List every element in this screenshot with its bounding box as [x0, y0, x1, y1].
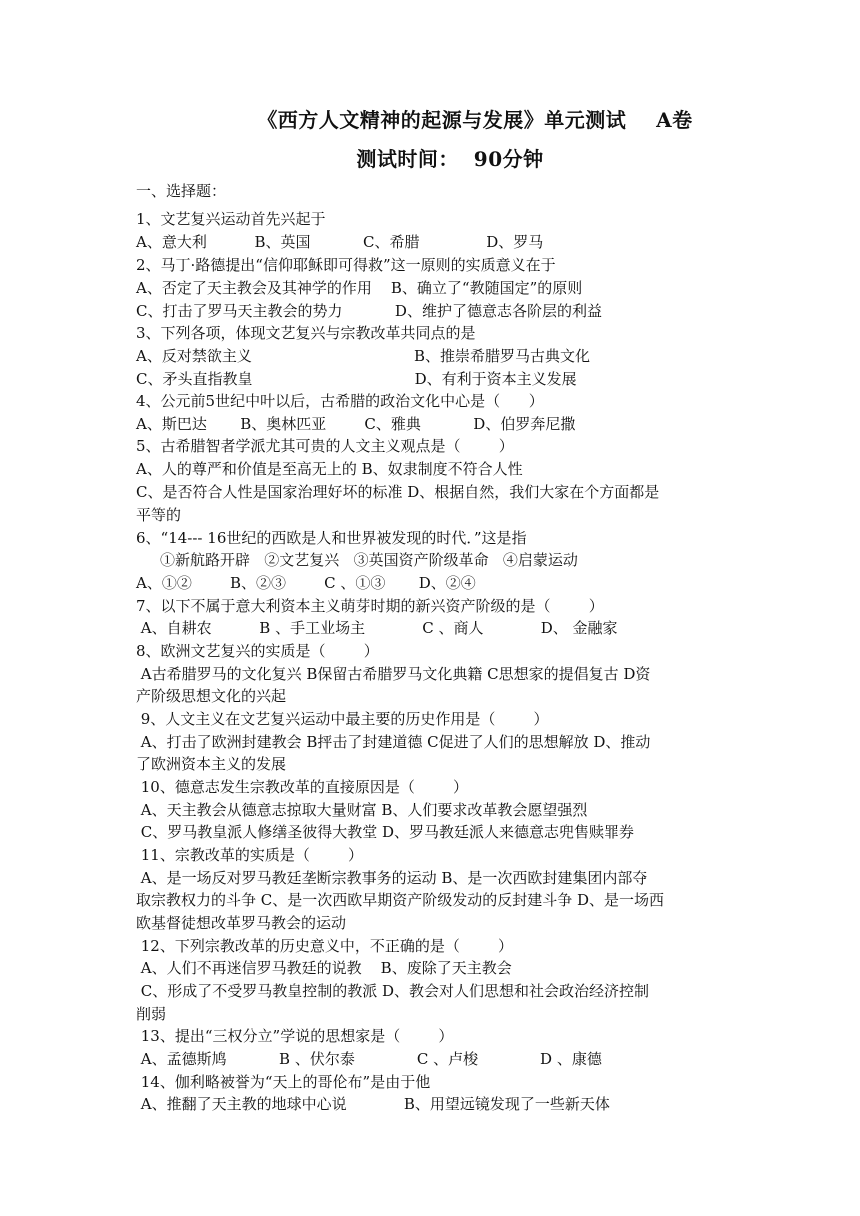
option-line: A、人们不再迷信罗马教廷的说教 B、废除了天主教会	[136, 959, 512, 977]
question-line: 3、下列各项，体现文艺复兴与宗教改革共同点的是	[136, 324, 476, 342]
option-line: 取宗教权力的斗争 C、是一次西欧早期资产阶级发动的反封建斗争 D、是一场西	[136, 891, 665, 909]
option-line: A、孟德斯鸠 B 、伏尔泰 C 、卢梭 D 、康德	[136, 1050, 602, 1068]
option-line: ①新航路开辟 ②文艺复兴 ③英国资产阶级革命 ④启蒙运动	[160, 551, 578, 569]
question-line: 2、马丁·路德提出“信仰耶稣即可得救”这一原则的实质意义在于	[136, 256, 556, 274]
section-heading: 一、选择题：	[136, 182, 227, 200]
option-line: C、矛头直指教皇 D、有利于资本主义发展	[136, 370, 577, 388]
option-line: A、打击了欧洲封建教会 B抨击了封建道德 C促进了人们的思想解放 D、推动	[136, 733, 651, 751]
option-line: A古希腊罗马的文化复兴 B保留古希腊罗马文化典籍 C思想家的提倡复古 D资	[136, 665, 651, 683]
exam-duration: 测试时间： 90分钟	[356, 147, 544, 171]
option-line: 削弱	[136, 1005, 167, 1023]
option-line: A、自耕农 B 、手工业场主 C 、商人 D、 金融家	[136, 619, 618, 637]
option-line: A、天主教会从德意志掠取大量财富 B、人们要求改革教会愿望强烈	[136, 801, 588, 819]
option-line: A、意大利 B、英国 C、希腊 D、罗马	[136, 233, 544, 251]
exam-title: 《西方人文精神的起源与发展》单元测试 A卷	[257, 108, 693, 132]
option-line: 欧基督徒想改革罗马教会的运动	[136, 914, 347, 932]
option-line: 产阶级思想文化的兴起	[136, 687, 287, 705]
question-line: 13、提出“三权分立”学说的思想家是（ ）	[136, 1027, 454, 1045]
question-line: 12、下列宗教改革的历史意义中，不正确的是（ ）	[136, 937, 514, 955]
question-line: 8、欧洲文艺复兴的实质是（ ）	[136, 642, 379, 660]
option-line: A、斯巴达 B、奥林匹亚 C、雅典 D、伯罗奔尼撒	[136, 415, 576, 433]
question-line: 10、德意志发生宗教改革的直接原因是（ ）	[136, 778, 469, 796]
option-line: A、推翻了天主教的地球中心说 B、用望远镜发现了一些新天体	[136, 1095, 610, 1113]
question-line: 9、人文主义在文艺复兴运动中最主要的历史作用是（ ）	[136, 710, 549, 728]
option-line: A、否定了天主教会及其神学的作用 B、确立了“教随国定”的原则	[136, 279, 583, 297]
question-line: 11、宗教改革的实质是（ ）	[136, 846, 364, 864]
question-line: 1、文艺复兴运动首先兴起于	[136, 210, 326, 228]
option-line: A、人的尊严和价值是至高无上的 B、奴隶制度不符合人性	[136, 460, 523, 478]
option-line: A、是一场反对罗马教廷垄断宗教事务的运动 B、是一次西欧封建集团内部夺	[136, 869, 648, 887]
question-line: 6、“14--- 16世纪的西欧是人和世界被发现的时代．”这是指	[136, 529, 527, 547]
option-line: 平等的	[136, 506, 182, 524]
option-line: C、是否符合人性是国家治理好坏的标准 D、根据自然，我们大家在个方面都是	[136, 483, 660, 501]
option-line: 了欧洲资本主义的发展	[136, 755, 287, 773]
option-line: C、形成了不受罗马教皇控制的教派 D、教会对人们思想和社会政治经济控制	[136, 982, 650, 1000]
option-line: A、①② B、②③ C 、①③ D、②④	[136, 574, 476, 592]
option-line: C、罗马教皇派人修缮圣彼得大教堂 D、罗马教廷派人来德意志兜售赎罪券	[136, 823, 635, 841]
question-line: 14、伽利略被誉为“天上的哥伦布”是由于他	[136, 1073, 431, 1091]
question-line: 5、古希腊智者学派尤其可贵的人文主义观点是（ ）	[136, 437, 514, 455]
question-line: 4、公元前5世纪中叶以后，古希腊的政治文化中心是（ ）	[136, 392, 544, 410]
option-line: A、反对禁欲主义 B、推崇希腊罗马古典文化	[136, 347, 590, 365]
option-line: C、打击了罗马天主教会的势力 D、维护了德意志各阶层的利益	[136, 302, 602, 320]
question-line: 7、以下不属于意大利资本主义萌芽时期的新兴资产阶级的是（ ）	[136, 597, 604, 615]
